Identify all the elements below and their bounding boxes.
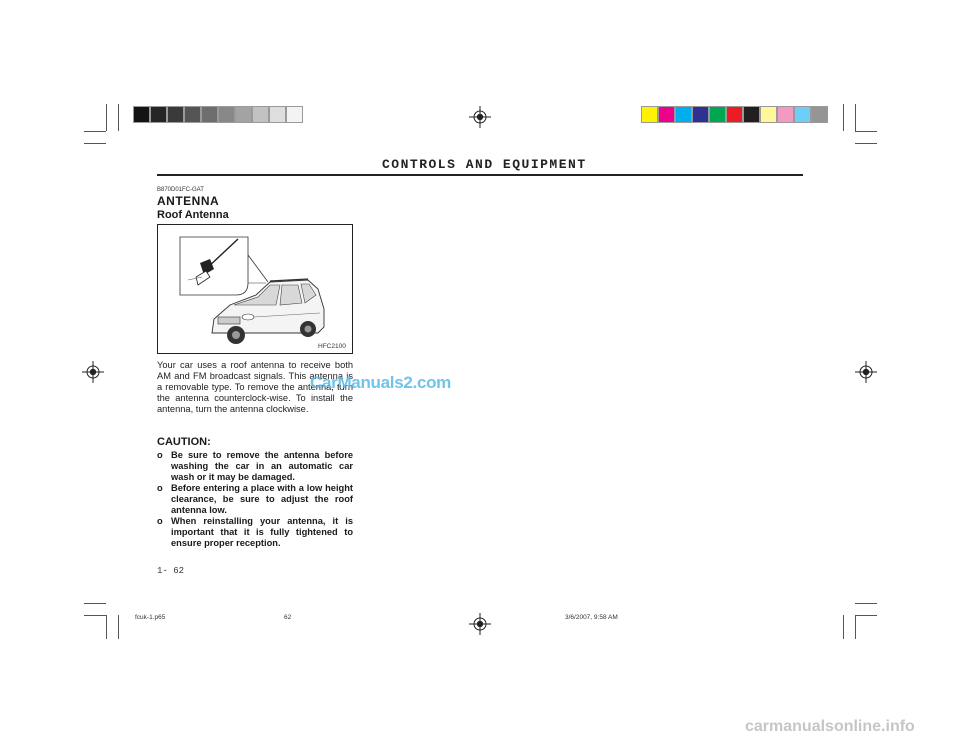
color-swatch	[760, 106, 777, 123]
footer-page: 62	[284, 614, 292, 621]
caution-item-text: Be sure to remove the antenna before washing the car in an automatic car wash or it may be damaged.	[171, 450, 353, 482]
crop-mark	[118, 104, 119, 131]
color-swatch	[641, 106, 658, 123]
section-title: ANTENNA	[157, 194, 220, 208]
section-subtitle: Roof Antenna	[157, 209, 229, 221]
color-swatch	[726, 106, 743, 123]
list-item	[157, 516, 353, 549]
bullet: o	[157, 450, 163, 460]
crop-mark	[855, 104, 856, 131]
color-calibration-bar	[641, 106, 828, 123]
gray-swatch	[150, 106, 167, 123]
caution-title: CAUTION:	[157, 436, 211, 448]
page-number: 1- 62	[157, 566, 185, 576]
crop-mark	[855, 615, 856, 639]
crop-mark	[855, 131, 877, 132]
caution-item-text: Before entering a place with a low height clearance, be sure to adjust the roof antenna low.	[171, 483, 353, 515]
color-swatch	[709, 106, 726, 123]
footer-date: 3/6/2007, 9:58 AM	[565, 614, 618, 621]
page-header-title: CONTROLS AND EQUIPMENT	[382, 157, 587, 172]
crop-mark	[84, 143, 106, 144]
section-code: B870D01FC-GAT	[157, 187, 204, 193]
registration-mark-icon	[855, 361, 877, 383]
color-swatch	[658, 106, 675, 123]
gray-swatch	[286, 106, 303, 123]
figure-label: HFC2100	[318, 343, 346, 350]
gray-swatch	[184, 106, 201, 123]
registration-mark-icon	[469, 613, 491, 635]
bullet: o	[157, 516, 163, 526]
caution-list	[157, 450, 353, 549]
list-item	[157, 483, 353, 516]
body-paragraph: Your car uses a roof antenna to receive both AM and FM broadcast signals. This antenna is a removable type. To remove the antenna, turn the antenna counterclock-wise. To install the antenna, turn the antenna clockwise.	[157, 360, 353, 414]
crop-mark	[84, 131, 106, 132]
caution-item-text: When reinstalling your antenna, it is important that it is fully tightened to ensure proper reception.	[171, 516, 353, 548]
color-swatch	[675, 106, 692, 123]
gray-swatch	[252, 106, 269, 123]
gray-swatch	[235, 106, 252, 123]
antenna-figure	[157, 224, 353, 354]
crop-mark	[855, 143, 877, 144]
color-swatch	[777, 106, 794, 123]
color-swatch	[743, 106, 760, 123]
color-swatch	[692, 106, 709, 123]
crop-mark	[843, 615, 844, 639]
crop-mark	[855, 615, 877, 616]
crop-mark	[855, 603, 877, 604]
site-watermark: carmanualsonline.info	[745, 718, 915, 735]
gray-calibration-bar	[133, 106, 303, 123]
crop-mark	[84, 615, 106, 616]
footer-file-name: fcuk-1.p65	[135, 614, 166, 621]
watermark: CarManuals2.com	[310, 373, 451, 392]
crop-mark	[118, 615, 119, 639]
gray-swatch	[167, 106, 184, 123]
gray-swatch	[133, 106, 150, 123]
crop-mark	[106, 104, 107, 131]
header-rule	[157, 174, 803, 176]
gray-swatch	[218, 106, 235, 123]
crop-mark	[84, 603, 106, 604]
bullet: o	[157, 483, 163, 493]
list-item	[157, 450, 353, 483]
gray-swatch	[269, 106, 286, 123]
gray-swatch	[201, 106, 218, 123]
registration-mark-icon	[82, 361, 104, 383]
color-swatch	[811, 106, 828, 123]
crop-mark	[106, 615, 107, 639]
color-swatch	[794, 106, 811, 123]
car-roof-antenna-illustration	[158, 225, 352, 353]
crop-mark	[843, 104, 844, 131]
registration-mark-icon	[469, 106, 491, 128]
